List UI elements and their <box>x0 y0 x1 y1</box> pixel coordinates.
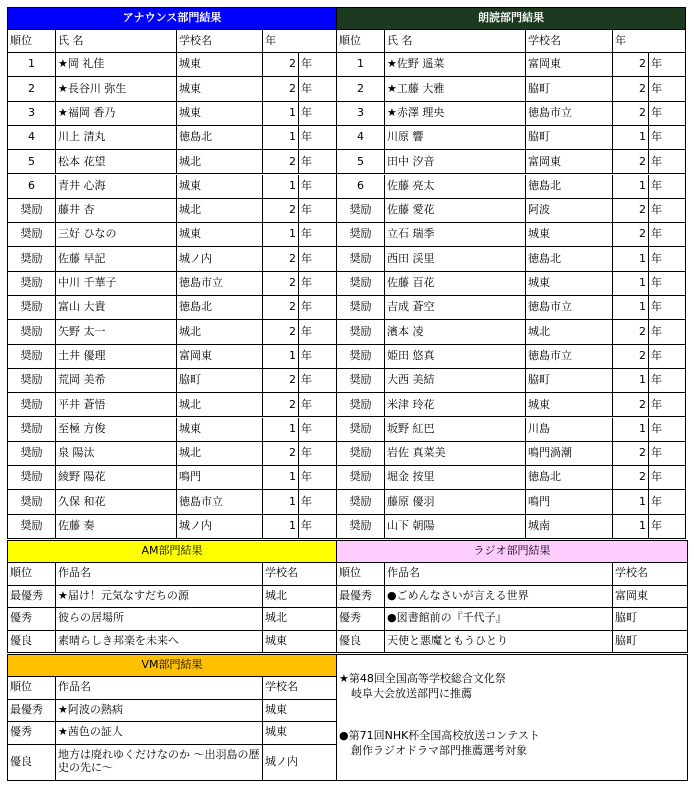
announce-grade-unit-cell: 年 <box>299 53 337 77</box>
announce-grade-number-cell: 1 <box>263 418 299 442</box>
announce-grade-number-cell: 1 <box>263 102 299 126</box>
announce-name-cell: 土井 優理 <box>56 345 177 369</box>
reading-grade-unit-cell: 年 <box>649 418 686 442</box>
reading-school-cell: 富岡東 <box>526 150 613 174</box>
announce-grade-unit-cell: 年 <box>299 150 337 174</box>
radio-school-cell: 富岡東 <box>613 586 688 609</box>
announce-school-cell: 城東 <box>177 102 263 126</box>
announce-rank-cell: 2 <box>8 77 56 101</box>
reading-rank-cell: 奨励 <box>337 369 385 393</box>
reading-name-cell: ★佐野 遥菜 <box>385 53 526 77</box>
reading-school-cell: 城東 <box>526 223 613 247</box>
announce-rank-cell: 奨励 <box>8 296 56 320</box>
announce-grade-number-cell: 2 <box>263 150 299 174</box>
reading-rank-cell: 2 <box>337 77 385 101</box>
reading-rank-cell: 奨励 <box>337 490 385 514</box>
announce-grade-unit-cell: 年 <box>299 345 337 369</box>
announce-rank-cell: 4 <box>8 126 56 150</box>
reading-rank-cell: 1 <box>337 53 385 77</box>
radio-rank-cell: 優秀 <box>337 608 385 631</box>
reading-grade-unit-cell: 年 <box>649 223 686 247</box>
announce-school-cell: 徳島北 <box>177 296 263 320</box>
announce-rank-cell: 奨励 <box>8 418 56 442</box>
reading-rank-cell: 奨励 <box>337 296 385 320</box>
am-rank-cell: 最優秀 <box>8 586 56 609</box>
announce-grade-unit-cell: 年 <box>299 515 337 539</box>
reading-name-cell: 川原 響 <box>385 126 526 150</box>
reading-header-cell: 順位 <box>337 30 385 53</box>
reading-grade-number-cell: 1 <box>613 490 649 514</box>
radio-rank-cell: 優良 <box>337 631 385 654</box>
reading-school-cell: 徳島市立 <box>526 102 613 126</box>
circle-note-line1: ●第71回NHK杯全国高校放送コンテスト <box>339 728 540 742</box>
announce-school-cell: 城北 <box>177 150 263 174</box>
vm-section-title: VM部門結果 <box>8 655 337 677</box>
announce-grade-unit-cell: 年 <box>299 369 337 393</box>
announce-header-cell: 学校名 <box>177 30 263 53</box>
reading-rank-cell: 6 <box>337 175 385 199</box>
reading-school-cell: 城東 <box>526 272 613 296</box>
vm-rank-cell: 優良 <box>8 745 56 781</box>
reading-grade-unit-cell: 年 <box>649 296 686 320</box>
reading-name-cell: 姫田 悠真 <box>385 345 526 369</box>
am-school-cell: 城北 <box>263 586 337 609</box>
announce-rank-cell: 奨励 <box>8 369 56 393</box>
announce-rank-cell: 奨励 <box>8 247 56 271</box>
reading-grade-number-cell: 1 <box>613 126 649 150</box>
announce-grade-unit-cell: 年 <box>299 418 337 442</box>
announce-grade-number-cell: 1 <box>263 466 299 490</box>
announce-rank-cell: 奨励 <box>8 272 56 296</box>
am-school-cell: 城東 <box>263 631 337 654</box>
announce-rank-cell: 5 <box>8 150 56 174</box>
announce-school-cell: 徳島北 <box>177 126 263 150</box>
reading-school-cell: 城東 <box>526 393 613 417</box>
reading-name-cell: 吉成 蒼空 <box>385 296 526 320</box>
reading-grade-unit-cell: 年 <box>649 53 686 77</box>
announce-grade-unit-cell: 年 <box>299 199 337 223</box>
am-title-cell: ★届け！元気なすだちの源 <box>56 586 263 609</box>
reading-grade-number-cell: 1 <box>613 369 649 393</box>
reading-rank-cell: 奨励 <box>337 272 385 296</box>
announce-rank-cell: 6 <box>8 175 56 199</box>
announce-name-cell: 至極 方俊 <box>56 418 177 442</box>
announce-school-cell: 徳島市立 <box>177 490 263 514</box>
reading-name-cell: 佐藤 百花 <box>385 272 526 296</box>
reading-grade-number-cell: 2 <box>613 393 649 417</box>
announce-grade-unit-cell: 年 <box>299 272 337 296</box>
reading-rank-cell: 奨励 <box>337 223 385 247</box>
reading-name-cell: 坂野 紅巴 <box>385 418 526 442</box>
announce-grade-number-cell: 1 <box>263 126 299 150</box>
radio-header-cell: 学校名 <box>613 563 688 586</box>
announce-grade-number-cell: 1 <box>263 175 299 199</box>
reading-rank-cell: 奨励 <box>337 515 385 539</box>
reading-name-cell: 田中 汐音 <box>385 150 526 174</box>
announce-school-cell: 城北 <box>177 320 263 344</box>
reading-rank-cell: 奨励 <box>337 418 385 442</box>
vm-title-cell: ★茜色の証人 <box>56 722 263 745</box>
radio-header-cell: 作品名 <box>385 563 613 586</box>
announce-grade-number-cell: 2 <box>263 53 299 77</box>
announce-rank-cell: 奨励 <box>8 199 56 223</box>
reading-grade-unit-cell: 年 <box>649 320 686 344</box>
reading-grade-number-cell: 2 <box>613 77 649 101</box>
reading-grade-unit-cell: 年 <box>649 345 686 369</box>
announce-grade-number-cell: 1 <box>263 345 299 369</box>
reading-grade-unit-cell: 年 <box>649 199 686 223</box>
reading-grade-unit-cell: 年 <box>649 490 686 514</box>
reading-school-cell: 脇町 <box>526 77 613 101</box>
reading-name-cell: 佐藤 愛花 <box>385 199 526 223</box>
reading-name-cell: ★赤澤 理央 <box>385 102 526 126</box>
reading-grade-unit-cell: 年 <box>649 515 686 539</box>
announce-name-cell: ★福岡 香乃 <box>56 102 177 126</box>
announce-grade-unit-cell: 年 <box>299 296 337 320</box>
announce-grade-number-cell: 2 <box>263 77 299 101</box>
reading-grade-number-cell: 2 <box>613 442 649 466</box>
reading-rank-cell: 奨励 <box>337 199 385 223</box>
reading-school-cell: 鳴門渦潮 <box>526 442 613 466</box>
reading-grade-number-cell: 2 <box>613 53 649 77</box>
reading-rank-cell: 4 <box>337 126 385 150</box>
reading-grade-number-cell: 1 <box>613 175 649 199</box>
reading-name-cell: 藤原 優羽 <box>385 490 526 514</box>
announce-school-cell: 城東 <box>177 418 263 442</box>
announce-header-cell: 氏 名 <box>56 30 177 53</box>
reading-grade-unit-cell: 年 <box>649 77 686 101</box>
announce-school-cell: 城東 <box>177 223 263 247</box>
announce-grade-unit-cell: 年 <box>299 490 337 514</box>
announce-rank-cell: 奨励 <box>8 442 56 466</box>
announce-rank-cell: 奨励 <box>8 515 56 539</box>
reading-name-cell: 佐藤 亮太 <box>385 175 526 199</box>
radio-title-cell: 天使と悪魔ともうひとり <box>385 631 613 654</box>
vm-title-cell: ★阿波の熱病 <box>56 700 263 723</box>
announce-name-cell: 綾野 陽花 <box>56 466 177 490</box>
announce-rank-cell: 奨励 <box>8 393 56 417</box>
announce-school-cell: 城ノ内 <box>177 515 263 539</box>
reading-rank-cell: 奨励 <box>337 345 385 369</box>
announce-grade-number-cell: 1 <box>263 515 299 539</box>
radio-school-cell: 脇町 <box>613 608 688 631</box>
reading-grade-number-cell: 1 <box>613 418 649 442</box>
announce-grade-unit-cell: 年 <box>299 247 337 271</box>
reading-rank-cell: 奨励 <box>337 320 385 344</box>
reading-grade-unit-cell: 年 <box>649 442 686 466</box>
reading-grade-number-cell: 2 <box>613 345 649 369</box>
announce-school-cell: 鳴門 <box>177 466 263 490</box>
reading-name-cell: 堀金 按里 <box>385 466 526 490</box>
reading-name-cell: 山下 朝陽 <box>385 515 526 539</box>
reading-school-cell: 徳島北 <box>526 466 613 490</box>
reading-grade-unit-cell: 年 <box>649 369 686 393</box>
reading-school-cell: 脇町 <box>526 126 613 150</box>
announce-name-cell: 平井 蒼悟 <box>56 393 177 417</box>
am-rank-cell: 優良 <box>8 631 56 654</box>
reading-name-cell: 岩佐 真菜美 <box>385 442 526 466</box>
reading-grade-number-cell: 1 <box>613 272 649 296</box>
reading-grade-unit-cell: 年 <box>649 393 686 417</box>
announce-grade-number-cell: 1 <box>263 490 299 514</box>
reading-school-cell: 城北 <box>526 320 613 344</box>
announce-school-cell: 城東 <box>177 53 263 77</box>
reading-rank-cell: 奨励 <box>337 247 385 271</box>
announce-name-cell: 佐藤 奏 <box>56 515 177 539</box>
announce-rank-cell: 3 <box>8 102 56 126</box>
vm-school-cell: 城東 <box>263 722 337 745</box>
announce-school-cell: 徳島市立 <box>177 272 263 296</box>
reading-school-cell: 徳島北 <box>526 175 613 199</box>
announce-grade-unit-cell: 年 <box>299 77 337 101</box>
announce-grade-number-cell: 2 <box>263 369 299 393</box>
radio-title-cell: ●ごめんなさいが言える世界 <box>385 586 613 609</box>
vm-header-cell: 学校名 <box>263 677 337 700</box>
reading-school-cell: 徳島北 <box>526 247 613 271</box>
reading-rank-cell: 奨励 <box>337 393 385 417</box>
am-rank-cell: 優秀 <box>8 608 56 631</box>
reading-grade-unit-cell: 年 <box>649 102 686 126</box>
announce-name-cell: ★岡 礼佳 <box>56 53 177 77</box>
star-note-line1: ★第48回全国高等学校総合文化祭 <box>339 672 506 685</box>
am-header-cell: 作品名 <box>56 563 263 586</box>
reading-grade-number-cell: 2 <box>613 102 649 126</box>
radio-section-title: ラジオ部門結果 <box>337 541 688 563</box>
announce-school-cell: 城ノ内 <box>177 247 263 271</box>
announce-name-cell: 久保 和花 <box>56 490 177 514</box>
reading-rank-cell: 5 <box>337 150 385 174</box>
announce-name-cell: 泉 陽汰 <box>56 442 177 466</box>
announce-school-cell: 城北 <box>177 442 263 466</box>
vm-rank-cell: 最優秀 <box>8 700 56 723</box>
announce-grade-unit-cell: 年 <box>299 442 337 466</box>
vm-title-cell: 地方は廃れゆくだけなのか ～出羽島の歴史の先に～ <box>56 745 263 781</box>
reading-school-cell: 阿波 <box>526 199 613 223</box>
reading-header-cell: 年 <box>613 30 686 53</box>
am-title-cell: 彼らの居場所 <box>56 608 263 631</box>
reading-grade-unit-cell: 年 <box>649 272 686 296</box>
radio-rank-cell: 最優秀 <box>337 586 385 609</box>
announce-rank-cell: 奨励 <box>8 466 56 490</box>
reading-grade-number-cell: 2 <box>613 320 649 344</box>
reading-grade-number-cell: 1 <box>613 515 649 539</box>
am-header-cell: 学校名 <box>263 563 337 586</box>
announce-rank-cell: 奨励 <box>8 223 56 247</box>
announce-grade-number-cell: 2 <box>263 320 299 344</box>
reading-school-cell: 鳴門 <box>526 490 613 514</box>
reading-grade-number-cell: 2 <box>613 223 649 247</box>
reading-grade-number-cell: 2 <box>613 466 649 490</box>
vm-header-cell: 順位 <box>8 677 56 700</box>
announce-grade-unit-cell: 年 <box>299 102 337 126</box>
reading-name-cell: 米津 玲花 <box>385 393 526 417</box>
vm-school-cell: 城東 <box>263 700 337 723</box>
announce-name-cell: 藤井 杏 <box>56 199 177 223</box>
announce-name-cell: 松本 花望 <box>56 150 177 174</box>
announce-name-cell: 矢野 太一 <box>56 320 177 344</box>
reading-rank-cell: 3 <box>337 102 385 126</box>
reading-school-cell: 脇町 <box>526 369 613 393</box>
reading-name-cell: ★工藤 大雅 <box>385 77 526 101</box>
announce-grade-number-cell: 2 <box>263 272 299 296</box>
announce-grade-unit-cell: 年 <box>299 393 337 417</box>
reading-grade-number-cell: 2 <box>613 199 649 223</box>
am-header-cell: 順位 <box>8 563 56 586</box>
announce-grade-unit-cell: 年 <box>299 320 337 344</box>
notes-block <box>337 655 688 781</box>
announce-name-cell: ★長谷川 弥生 <box>56 77 177 101</box>
announce-grade-unit-cell: 年 <box>299 466 337 490</box>
reading-grade-unit-cell: 年 <box>649 466 686 490</box>
vm-rank-cell: 優秀 <box>8 722 56 745</box>
announce-grade-number-cell: 2 <box>263 247 299 271</box>
announce-name-cell: 青井 心海 <box>56 175 177 199</box>
am-school-cell: 城北 <box>263 608 337 631</box>
reading-grade-unit-cell: 年 <box>649 247 686 271</box>
star-note-line2: 岐阜大会放送部門に推薦 <box>351 687 472 701</box>
announce-grade-number-cell: 2 <box>263 199 299 223</box>
reading-grade-unit-cell: 年 <box>649 126 686 150</box>
reading-name-cell: 西田 渓里 <box>385 247 526 271</box>
announce-header-cell: 年 <box>263 30 337 53</box>
radio-header-cell: 順位 <box>337 563 385 586</box>
am-section-title: AM部門結果 <box>8 541 337 563</box>
announce-school-cell: 脇町 <box>177 369 263 393</box>
announce-name-cell: 富山 大貴 <box>56 296 177 320</box>
announce-school-cell: 城東 <box>177 175 263 199</box>
announce-name-cell: 三好 ひなの <box>56 223 177 247</box>
circle-note-line2: 創作ラジオドラマ部門推薦選考対象 <box>351 744 527 758</box>
announce-grade-number-cell: 2 <box>263 296 299 320</box>
announce-rank-cell: 1 <box>8 53 56 77</box>
reading-name-cell: 濱本 凌 <box>385 320 526 344</box>
announce-grade-number-cell: 2 <box>263 393 299 417</box>
reading-header-cell: 氏 名 <box>385 30 526 53</box>
announce-school-cell: 城東 <box>177 77 263 101</box>
announce-name-cell: 中川 千華子 <box>56 272 177 296</box>
announce-rank-cell: 奨励 <box>8 345 56 369</box>
vm-school-cell: 城ノ内 <box>263 745 337 781</box>
announce-grade-number-cell: 2 <box>263 442 299 466</box>
reading-school-cell: 富岡東 <box>526 53 613 77</box>
reading-grade-number-cell: 2 <box>613 150 649 174</box>
announce-grade-unit-cell: 年 <box>299 126 337 150</box>
reading-school-cell: 徳島市立 <box>526 345 613 369</box>
radio-title-cell: ●図書館前の『千代子』 <box>385 608 613 631</box>
announce-name-cell: 佐藤 早記 <box>56 247 177 271</box>
announce-school-cell: 富岡東 <box>177 345 263 369</box>
reading-rank-cell: 奨励 <box>337 466 385 490</box>
vm-header-cell: 作品名 <box>56 677 263 700</box>
announce-header-cell: 順位 <box>8 30 56 53</box>
radio-school-cell: 脇町 <box>613 631 688 654</box>
announce-name-cell: 川上 清丸 <box>56 126 177 150</box>
announce-name-cell: 荒岡 美希 <box>56 369 177 393</box>
reading-section-title: 朗読部門結果 <box>337 8 686 30</box>
announce-grade-unit-cell: 年 <box>299 175 337 199</box>
reading-name-cell: 大西 美結 <box>385 369 526 393</box>
reading-school-cell: 城南 <box>526 515 613 539</box>
reading-school-cell: 徳島市立 <box>526 296 613 320</box>
announce-section-title: アナウンス部門結果 <box>8 8 337 30</box>
reading-rank-cell: 奨励 <box>337 442 385 466</box>
reading-grade-number-cell: 1 <box>613 296 649 320</box>
announce-school-cell: 城北 <box>177 199 263 223</box>
announce-grade-number-cell: 1 <box>263 223 299 247</box>
reading-grade-number-cell: 1 <box>613 247 649 271</box>
reading-grade-unit-cell: 年 <box>649 175 686 199</box>
am-title-cell: 素晴らしき邦楽を未来へ <box>56 631 263 654</box>
announce-rank-cell: 奨励 <box>8 490 56 514</box>
announce-school-cell: 城北 <box>177 393 263 417</box>
announce-grade-unit-cell: 年 <box>299 223 337 247</box>
reading-school-cell: 川島 <box>526 418 613 442</box>
announce-rank-cell: 奨励 <box>8 320 56 344</box>
reading-grade-unit-cell: 年 <box>649 150 686 174</box>
reading-name-cell: 立石 瑞季 <box>385 223 526 247</box>
reading-header-cell: 学校名 <box>526 30 613 53</box>
